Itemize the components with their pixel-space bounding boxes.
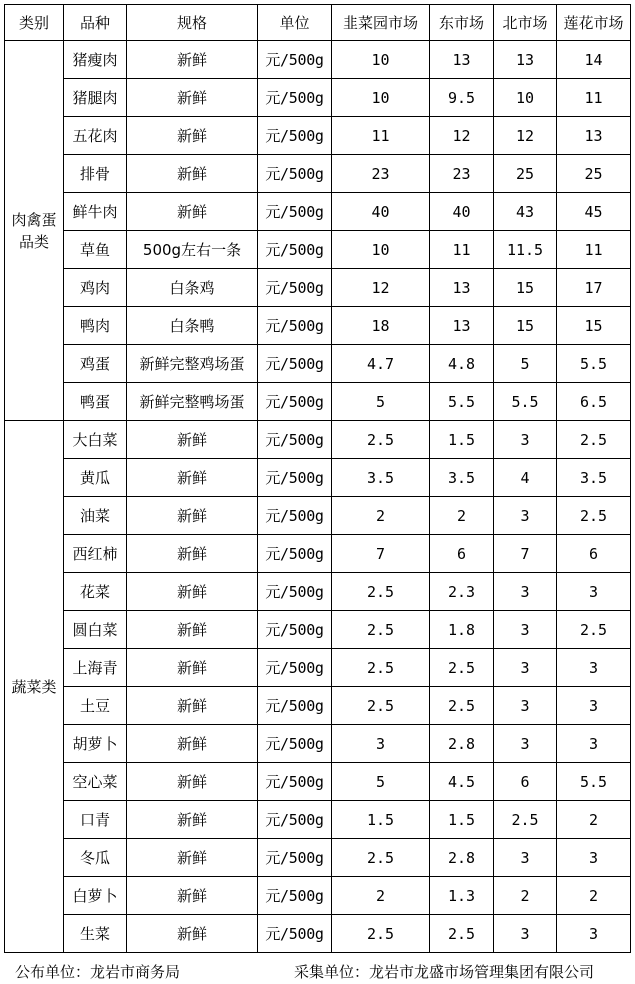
variety-cell: 口青 xyxy=(64,801,127,839)
variety-cell: 鸡蛋 xyxy=(64,345,127,383)
price-dong: 2 xyxy=(430,497,494,535)
price-dong: 2.5 xyxy=(430,649,494,687)
header-market-bei: 北市场 xyxy=(494,5,557,41)
header-spec: 规格 xyxy=(127,5,258,41)
price-dong: 3.5 xyxy=(430,459,494,497)
price-bei: 6 xyxy=(494,763,557,801)
price-lianhua: 13 xyxy=(557,117,631,155)
price-dong: 40 xyxy=(430,193,494,231)
price-bei: 3 xyxy=(494,725,557,763)
price-dong: 2.8 xyxy=(430,725,494,763)
price-jiucaiyuan: 7 xyxy=(332,535,430,573)
variety-cell: 土豆 xyxy=(64,687,127,725)
price-bei: 15 xyxy=(494,269,557,307)
price-lianhua: 6 xyxy=(557,535,631,573)
price-jiucaiyuan: 5 xyxy=(332,383,430,421)
price-bei: 5 xyxy=(494,345,557,383)
unit-cell: 元/500g xyxy=(258,687,332,725)
header-unit: 单位 xyxy=(258,5,332,41)
price-lianhua: 14 xyxy=(557,41,631,79)
header-market-dong: 东市场 xyxy=(430,5,494,41)
price-bei: 12 xyxy=(494,117,557,155)
unit-cell: 元/500g xyxy=(258,649,332,687)
spec-cell: 新鲜 xyxy=(127,573,258,611)
unit-cell: 元/500g xyxy=(258,915,332,953)
unit-cell: 元/500g xyxy=(258,307,332,345)
price-lianhua: 3 xyxy=(557,839,631,877)
spec-cell: 新鲜 xyxy=(127,877,258,915)
spec-cell: 新鲜 xyxy=(127,41,258,79)
collector-text: 采集单位：龙岩市龙盛市场管理集团有限公司 xyxy=(294,963,595,981)
price-bei: 13 xyxy=(494,41,557,79)
unit-cell: 元/500g xyxy=(258,41,332,79)
spec-cell: 新鲜 xyxy=(127,839,258,877)
spec-cell: 新鲜 xyxy=(127,155,258,193)
price-jiucaiyuan: 2.5 xyxy=(332,573,430,611)
header-market-jiucaiyuan: 韭菜园市场 xyxy=(332,5,430,41)
header-variety: 品种 xyxy=(64,5,127,41)
spec-cell: 新鲜 xyxy=(127,459,258,497)
price-bei: 3 xyxy=(494,687,557,725)
variety-cell: 圆白菜 xyxy=(64,611,127,649)
variety-cell: 鸡肉 xyxy=(64,269,127,307)
variety-cell: 猪腿肉 xyxy=(64,79,127,117)
variety-cell: 油菜 xyxy=(64,497,127,535)
price-lianhua: 5.5 xyxy=(557,763,631,801)
variety-cell: 鸭肉 xyxy=(64,307,127,345)
variety-cell: 花菜 xyxy=(64,573,127,611)
price-bei: 3 xyxy=(494,573,557,611)
price-lianhua: 11 xyxy=(557,79,631,117)
table-row xyxy=(5,345,631,383)
price-bei: 10 xyxy=(494,79,557,117)
table-row xyxy=(5,155,631,193)
price-dong: 1.5 xyxy=(430,801,494,839)
spec-cell: 新鲜 xyxy=(127,79,258,117)
variety-cell: 鸭蛋 xyxy=(64,383,127,421)
price-jiucaiyuan: 2.5 xyxy=(332,611,430,649)
table-row xyxy=(5,117,631,155)
unit-cell: 元/500g xyxy=(258,839,332,877)
unit-cell: 元/500g xyxy=(258,535,332,573)
price-dong: 2.5 xyxy=(430,687,494,725)
unit-cell: 元/500g xyxy=(258,725,332,763)
table-row xyxy=(5,573,631,611)
spec-cell: 新鲜 xyxy=(127,801,258,839)
price-lianhua: 3 xyxy=(557,649,631,687)
variety-cell: 五花肉 xyxy=(64,117,127,155)
spec-cell: 新鲜 xyxy=(127,117,258,155)
price-bei: 11.5 xyxy=(494,231,557,269)
variety-cell: 大白菜 xyxy=(64,421,127,459)
price-jiucaiyuan: 2.5 xyxy=(332,687,430,725)
table-row xyxy=(5,801,631,839)
unit-cell: 元/500g xyxy=(258,155,332,193)
price-dong: 2.5 xyxy=(430,915,494,953)
table-row xyxy=(5,839,631,877)
spec-cell: 新鲜完整鸭场蛋 xyxy=(127,383,258,421)
price-lianhua: 3.5 xyxy=(557,459,631,497)
table-row xyxy=(5,687,631,725)
variety-cell: 白萝卜 xyxy=(64,877,127,915)
spec-cell: 新鲜 xyxy=(127,725,258,763)
price-jiucaiyuan: 11 xyxy=(332,117,430,155)
unit-cell: 元/500g xyxy=(258,801,332,839)
spec-cell: 新鲜 xyxy=(127,497,258,535)
price-bei: 15 xyxy=(494,307,557,345)
category-cell: 蔬菜类 xyxy=(5,421,64,953)
unit-cell: 元/500g xyxy=(258,459,332,497)
price-jiucaiyuan: 12 xyxy=(332,269,430,307)
price-jiucaiyuan: 2.5 xyxy=(332,649,430,687)
price-jiucaiyuan: 2 xyxy=(332,497,430,535)
spec-cell: 新鲜 xyxy=(127,535,258,573)
unit-cell: 元/500g xyxy=(258,421,332,459)
table-row xyxy=(5,649,631,687)
spec-cell: 500g左右一条 xyxy=(127,231,258,269)
price-jiucaiyuan: 2.5 xyxy=(332,915,430,953)
spec-cell: 白条鸭 xyxy=(127,307,258,345)
price-lianhua: 3 xyxy=(557,687,631,725)
unit-cell: 元/500g xyxy=(258,269,332,307)
unit-cell: 元/500g xyxy=(258,345,332,383)
price-lianhua: 15 xyxy=(557,307,631,345)
price-bei: 3 xyxy=(494,421,557,459)
price-bei: 2 xyxy=(494,877,557,915)
price-bei: 3 xyxy=(494,611,557,649)
price-bei: 5.5 xyxy=(494,383,557,421)
unit-cell: 元/500g xyxy=(258,877,332,915)
variety-cell: 胡萝卜 xyxy=(64,725,127,763)
price-jiucaiyuan: 4.7 xyxy=(332,345,430,383)
price-dong: 1.5 xyxy=(430,421,494,459)
price-dong: 13 xyxy=(430,307,494,345)
variety-cell: 草鱼 xyxy=(64,231,127,269)
table-row xyxy=(5,611,631,649)
variety-cell: 黄瓜 xyxy=(64,459,127,497)
unit-cell: 元/500g xyxy=(258,117,332,155)
price-dong: 12 xyxy=(430,117,494,155)
price-lianhua: 3 xyxy=(557,915,631,953)
table-row xyxy=(5,383,631,421)
price-jiucaiyuan: 10 xyxy=(332,41,430,79)
unit-cell: 元/500g xyxy=(258,497,332,535)
variety-cell: 排骨 xyxy=(64,155,127,193)
price-dong: 4.8 xyxy=(430,345,494,383)
unit-cell: 元/500g xyxy=(258,231,332,269)
header-row xyxy=(5,5,631,41)
price-dong: 2.3 xyxy=(430,573,494,611)
table-row xyxy=(5,307,631,345)
price-dong: 6 xyxy=(430,535,494,573)
price-jiucaiyuan: 3.5 xyxy=(332,459,430,497)
price-lianhua: 3 xyxy=(557,725,631,763)
spec-cell: 新鲜完整鸡场蛋 xyxy=(127,345,258,383)
unit-cell: 元/500g xyxy=(258,383,332,421)
table-row xyxy=(5,421,631,459)
unit-cell: 元/500g xyxy=(258,611,332,649)
price-lianhua: 3 xyxy=(557,573,631,611)
price-jiucaiyuan: 10 xyxy=(332,231,430,269)
spec-cell: 白条鸡 xyxy=(127,269,258,307)
price-jiucaiyuan: 5 xyxy=(332,763,430,801)
table-row xyxy=(5,535,631,573)
spec-cell: 新鲜 xyxy=(127,915,258,953)
price-lianhua: 2.5 xyxy=(557,421,631,459)
variety-cell: 生菜 xyxy=(64,915,127,953)
price-bei: 3 xyxy=(494,915,557,953)
variety-cell: 鲜牛肉 xyxy=(64,193,127,231)
footer xyxy=(0,961,635,983)
price-bei: 3 xyxy=(494,839,557,877)
table-row xyxy=(5,763,631,801)
price-bei: 4 xyxy=(494,459,557,497)
price-lianhua: 2.5 xyxy=(557,497,631,535)
price-jiucaiyuan: 3 xyxy=(332,725,430,763)
price-jiucaiyuan: 23 xyxy=(332,155,430,193)
price-dong: 13 xyxy=(430,41,494,79)
price-dong: 4.5 xyxy=(430,763,494,801)
price-bei: 3 xyxy=(494,497,557,535)
price-lianhua: 2 xyxy=(557,801,631,839)
price-lianhua: 5.5 xyxy=(557,345,631,383)
price-lianhua: 6.5 xyxy=(557,383,631,421)
table-row xyxy=(5,877,631,915)
price-table xyxy=(4,4,631,953)
price-bei: 2.5 xyxy=(494,801,557,839)
table-row xyxy=(5,269,631,307)
price-dong: 11 xyxy=(430,231,494,269)
price-dong: 5.5 xyxy=(430,383,494,421)
price-lianhua: 17 xyxy=(557,269,631,307)
spec-cell: 新鲜 xyxy=(127,193,258,231)
table-row xyxy=(5,79,631,117)
price-dong: 13 xyxy=(430,269,494,307)
table-body xyxy=(5,41,631,953)
price-dong: 1.8 xyxy=(430,611,494,649)
price-jiucaiyuan: 2 xyxy=(332,877,430,915)
price-dong: 1.3 xyxy=(430,877,494,915)
table-row xyxy=(5,41,631,79)
price-bei: 25 xyxy=(494,155,557,193)
publisher-text: 公布单位：龙岩市商务局 xyxy=(15,963,181,981)
table-row xyxy=(5,725,631,763)
spec-cell: 新鲜 xyxy=(127,763,258,801)
variety-cell: 西红柿 xyxy=(64,535,127,573)
price-dong: 2.8 xyxy=(430,839,494,877)
price-jiucaiyuan: 2.5 xyxy=(332,839,430,877)
variety-cell: 上海青 xyxy=(64,649,127,687)
unit-cell: 元/500g xyxy=(258,763,332,801)
price-jiucaiyuan: 1.5 xyxy=(332,801,430,839)
unit-cell: 元/500g xyxy=(258,193,332,231)
price-dong: 9.5 xyxy=(430,79,494,117)
price-dong: 23 xyxy=(430,155,494,193)
unit-cell: 元/500g xyxy=(258,573,332,611)
category-cell: 肉禽蛋品类 xyxy=(5,41,64,421)
price-jiucaiyuan: 18 xyxy=(332,307,430,345)
price-jiucaiyuan: 2.5 xyxy=(332,421,430,459)
unit-cell: 元/500g xyxy=(258,79,332,117)
price-lianhua: 11 xyxy=(557,231,631,269)
price-bei: 7 xyxy=(494,535,557,573)
variety-cell: 冬瓜 xyxy=(64,839,127,877)
header-market-lianhua: 莲花市场 xyxy=(557,5,631,41)
table-row xyxy=(5,193,631,231)
variety-cell: 猪瘦肉 xyxy=(64,41,127,79)
table-row xyxy=(5,497,631,535)
spec-cell: 新鲜 xyxy=(127,421,258,459)
price-jiucaiyuan: 10 xyxy=(332,79,430,117)
price-lianhua: 25 xyxy=(557,155,631,193)
price-lianhua: 2 xyxy=(557,877,631,915)
price-lianhua: 2.5 xyxy=(557,611,631,649)
header-category: 类别 xyxy=(5,5,64,41)
variety-cell: 空心菜 xyxy=(64,763,127,801)
table-row xyxy=(5,915,631,953)
table-row xyxy=(5,459,631,497)
price-bei: 3 xyxy=(494,649,557,687)
price-lianhua: 45 xyxy=(557,193,631,231)
price-bei: 43 xyxy=(494,193,557,231)
spec-cell: 新鲜 xyxy=(127,687,258,725)
price-jiucaiyuan: 40 xyxy=(332,193,430,231)
spec-cell: 新鲜 xyxy=(127,611,258,649)
table-row xyxy=(5,231,631,269)
spec-cell: 新鲜 xyxy=(127,649,258,687)
